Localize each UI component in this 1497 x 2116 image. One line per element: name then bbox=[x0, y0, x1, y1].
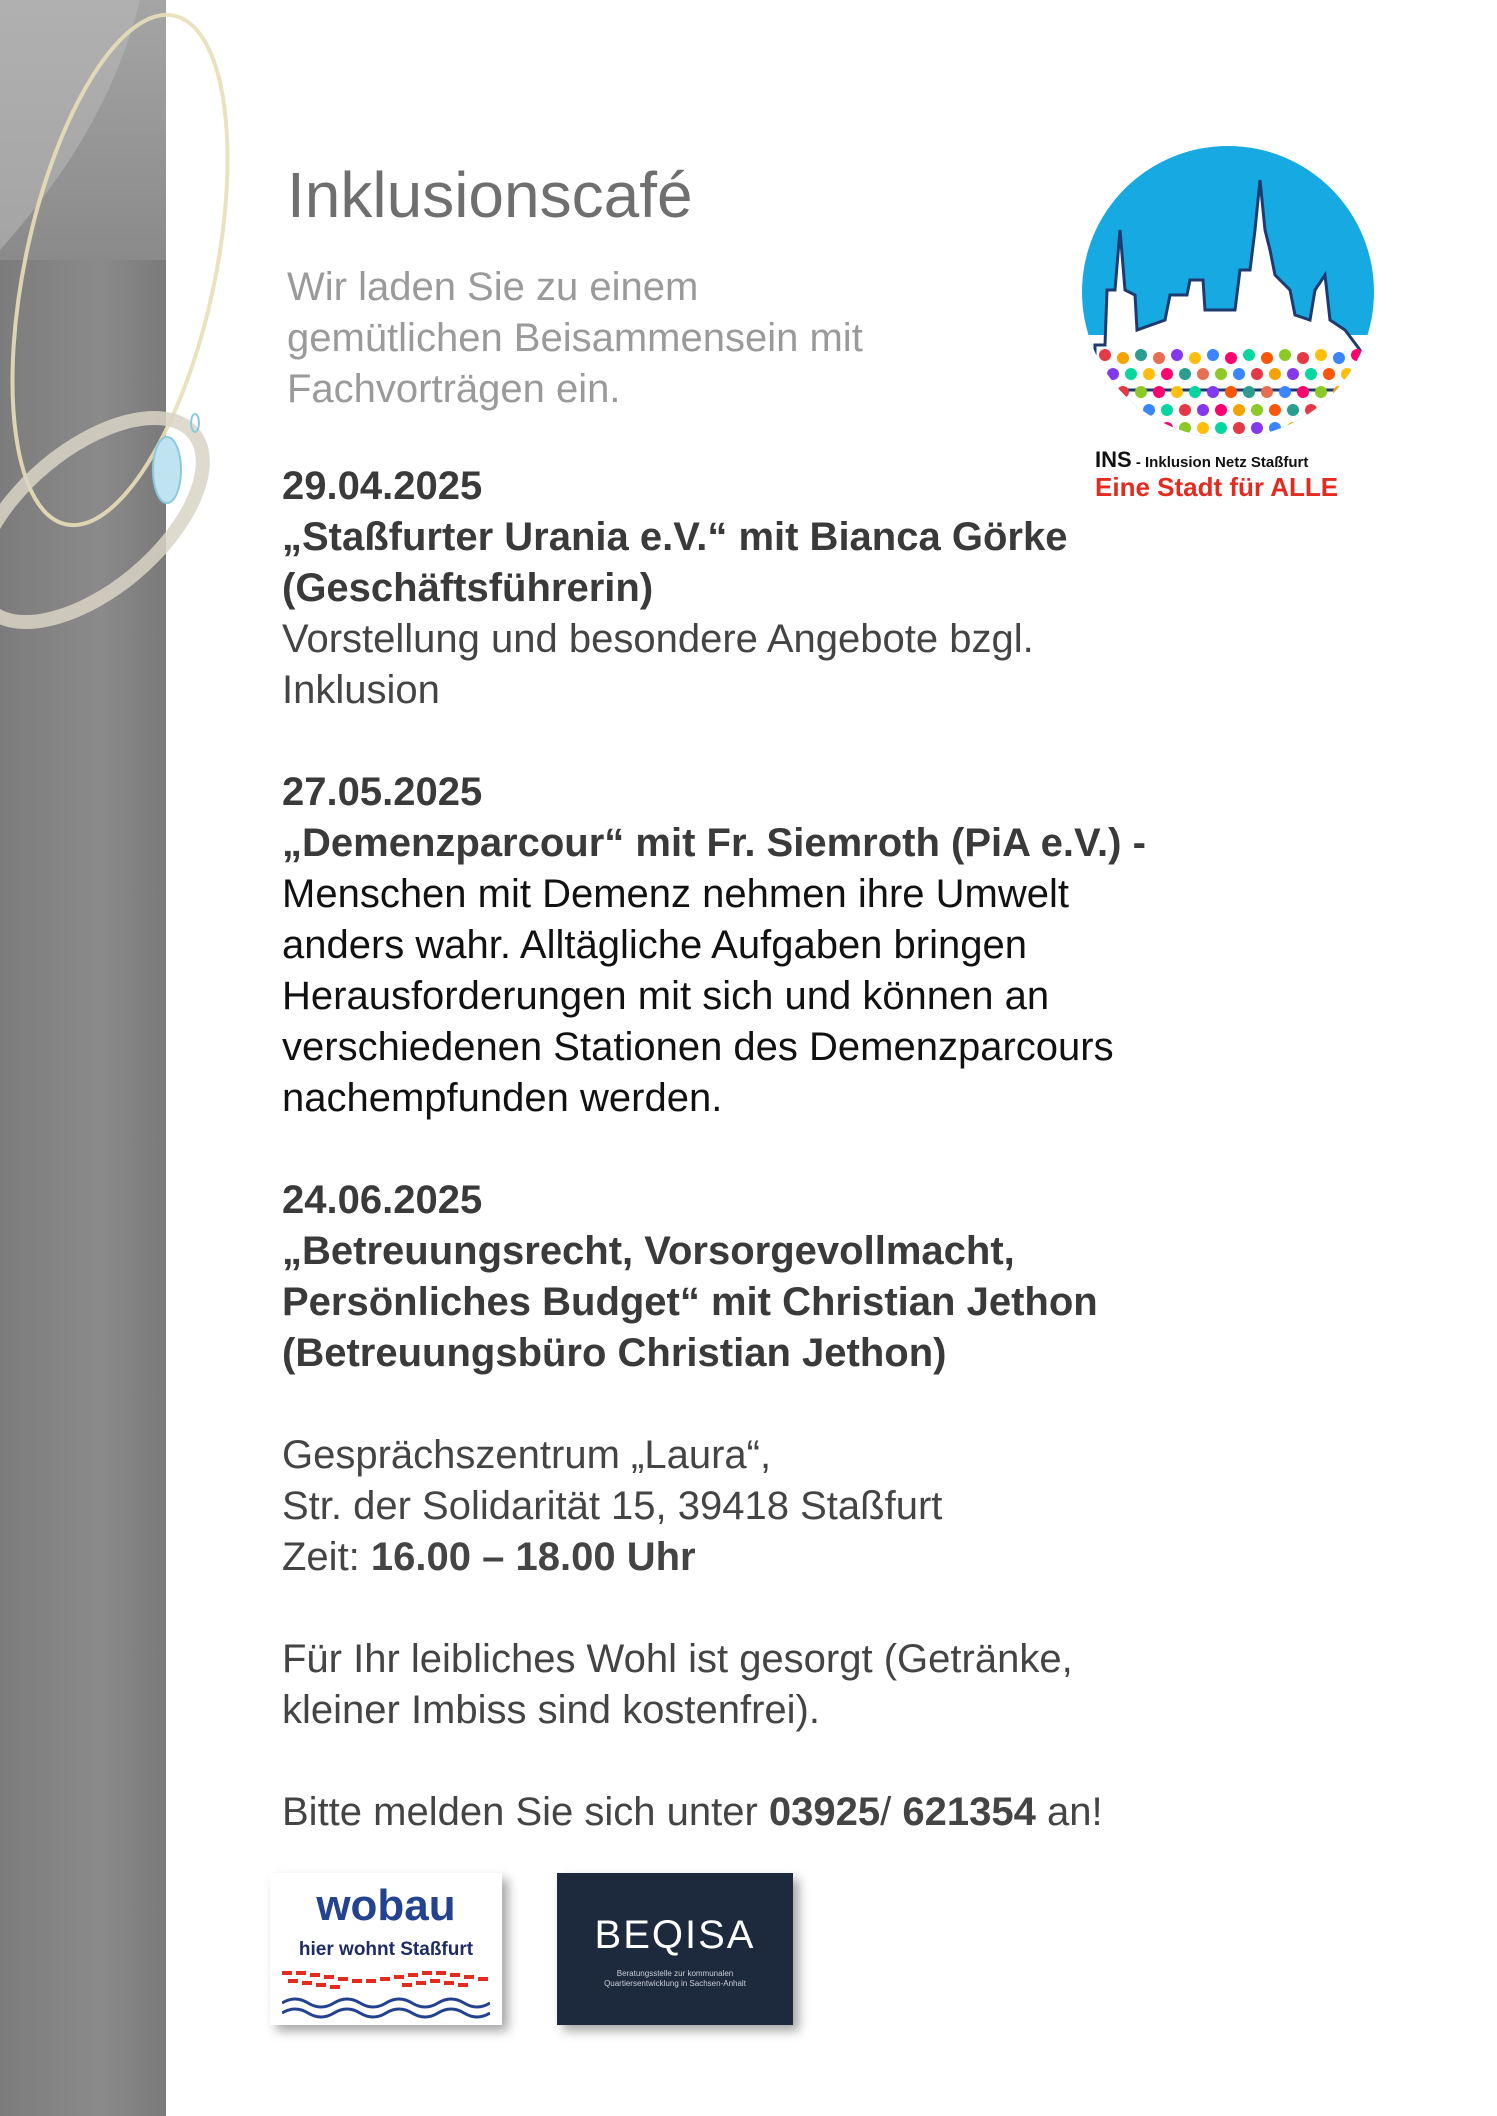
event-topic: (Betreuungsbüro Christian Jethon) bbox=[282, 1331, 947, 1375]
event-topic: (Geschäftsführerin) bbox=[282, 566, 654, 610]
event-description: verschiedenen Stationen des Demenzparcours bbox=[282, 1025, 1114, 1069]
event-description: Herausforderungen mit sich und können an bbox=[282, 974, 1050, 1018]
logo-abbr: INS bbox=[1095, 447, 1132, 472]
event-description: Menschen mit Demenz nehmen ihre Umwelt bbox=[282, 872, 1069, 916]
intro-line: Fachvorträgen ein. bbox=[287, 367, 621, 411]
logo-subtitle: - Inklusion Netz Staßfurt bbox=[1131, 454, 1309, 471]
phone-number[interactable]: 621354 bbox=[902, 1790, 1036, 1834]
event-topic: „Betreuungsrecht, Vorsorgevollmacht, bbox=[282, 1229, 1015, 1273]
phone-separator: / bbox=[880, 1790, 903, 1834]
event-1 bbox=[282, 461, 1242, 716]
event-description: anders wahr. Alltägliche Aufgaben bringen bbox=[282, 923, 1027, 967]
event-2 bbox=[282, 767, 1242, 1124]
location-name: Gesprächszentrum „Laura“, bbox=[282, 1433, 772, 1477]
location-time bbox=[282, 1532, 1242, 1583]
catering-block bbox=[282, 1634, 1242, 1736]
intro-text bbox=[287, 262, 947, 415]
event-topic: „Demenzparcour“ mit Fr. Siemroth (PiA e.V.) - bbox=[282, 821, 1146, 865]
intro-line: gemütlichen Beisammensein mit bbox=[287, 316, 863, 360]
intro-line: Wir laden Sie zu einem bbox=[287, 265, 699, 309]
beqisa-tagline bbox=[557, 1969, 793, 1989]
event-topic: „Staßfurter Urania e.V.“ mit Bianca Görke bbox=[282, 515, 1068, 559]
event-description: Vorstellung und besondere Angebote bzgl. bbox=[282, 617, 1034, 661]
time-label: Zeit: bbox=[282, 1535, 371, 1579]
registration-line bbox=[282, 1787, 1242, 1838]
event-date: 24.06.2025 bbox=[282, 1178, 483, 1222]
event-list bbox=[282, 461, 1242, 1838]
phone-area[interactable]: 03925 bbox=[768, 1790, 881, 1834]
registration-suffix: an! bbox=[1035, 1790, 1103, 1834]
logo-line-2: Eine Stadt für ALLE bbox=[1095, 472, 1339, 502]
event-topic: Persönliches Budget“ mit Christian Jethon bbox=[282, 1280, 1098, 1324]
sidebar-shade bbox=[0, 0, 166, 260]
catering-line: Für Ihr leibliches Wohl ist gesorgt (Getränke, bbox=[282, 1637, 1073, 1681]
catering-line: kleiner Imbiss sind kostenfrei). bbox=[282, 1688, 820, 1732]
page-title: Inklusionscafé bbox=[287, 159, 693, 231]
registration-prefix: Bitte melden Sie sich unter bbox=[282, 1790, 769, 1834]
event-date: 27.05.2025 bbox=[282, 770, 483, 814]
wobau-tagline: hier wohnt Staßfurt bbox=[298, 1939, 474, 1960]
time-value: 16.00 – 18.00 Uhr bbox=[370, 1535, 696, 1579]
event-3 bbox=[282, 1175, 1242, 1379]
left-sidebar bbox=[0, 0, 166, 2116]
event-description: nachempfunden werden. bbox=[282, 1076, 723, 1120]
beqisa-tagline-line: Quartiersentwicklung in Sachsen-Anhalt bbox=[604, 1979, 746, 1988]
beqisa-tagline-line: Beratungsstelle zur kommunalen bbox=[616, 1969, 734, 1978]
beqisa-name: BEQISA bbox=[594, 1913, 756, 1957]
wobau-wave-graphic bbox=[282, 1969, 490, 2019]
location-address: Str. der Solidarität 15, 39418 Staßfurt bbox=[282, 1484, 943, 1528]
wobau-logo bbox=[270, 1873, 502, 2025]
event-description: Inklusion bbox=[282, 668, 440, 712]
wobau-name: wobau bbox=[316, 1881, 456, 1930]
beqisa-logo bbox=[557, 1873, 793, 2025]
event-date: 29.04.2025 bbox=[282, 464, 483, 508]
location-block bbox=[282, 1430, 1242, 1583]
